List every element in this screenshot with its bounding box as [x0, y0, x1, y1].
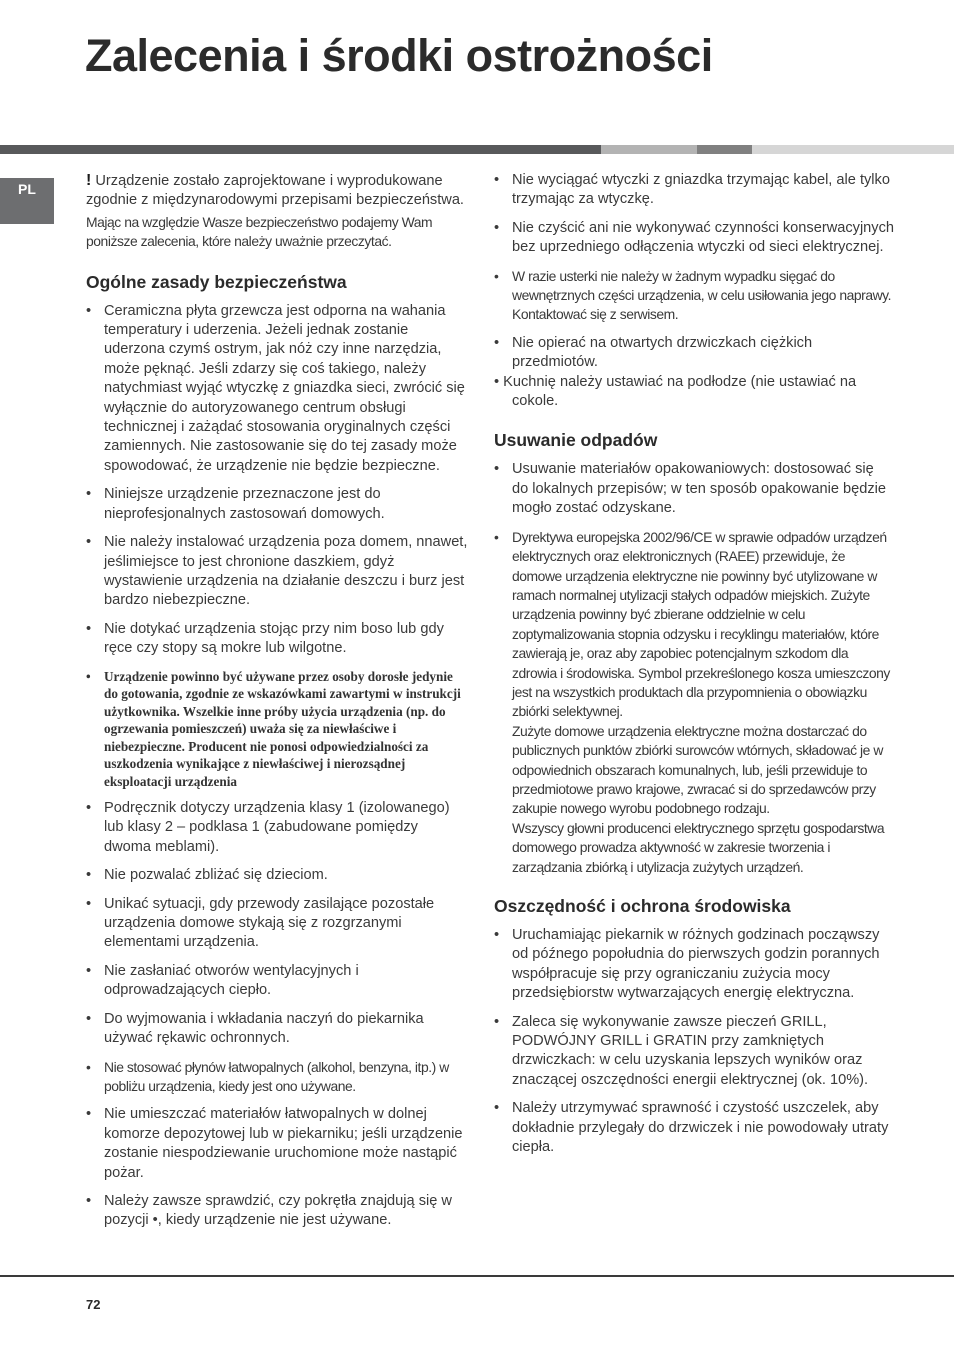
list-item: • Nie opierać na otwartych drzwiczkach ciężkich przedmiotów. [494, 334, 894, 373]
list-item: • Nie czyścić ani nie wykonywać czynności konserwacyjnych bez uprzedniego odłączenia wtyczki od sieci elektrycznej. [494, 219, 894, 258]
list-item: • Usuwanie materiałów opakowaniowych: dostosować się do lokalnych przepisów; w ten sposób opakowanie będzie mogło zostać odzyskane. [494, 460, 894, 518]
language-tab: PL [0, 178, 54, 224]
list-item: • Zaleca się wykonywanie zawsze pieczeń GRILL, PODWÓJNY GRILL i GRATIN przy zamkniętych drzwiczkach: w celu uzyskania lepszych wyników oraz znaczącej oszczędności energii elektrycznej (ok. 10%). [494, 1013, 894, 1091]
intro-paragraph [86, 171, 468, 252]
list-item: • W razie usterki nie należy w żadnym wypadku sięgać do wewnętrznych części urządzenia, w celu usiłowania jego naprawy. Kontaktować się z serwisem. [494, 267, 894, 325]
list-item: • Do wyjmowania i wkładania naczyń do piekarnika używać rękawic ochronnych. [86, 1010, 468, 1049]
list-item: • Nie dotykać urządzenia stojąc przy nim boso lub gdy ręce czy stopy są mokre lub wilgotne. [86, 620, 468, 659]
safety-list-continued [494, 171, 894, 411]
list-item: • Nie stosować płynów łatwopalnych (alkohol, benzyna, itp.) w pobliżu urządzenia, kiedy jest ono używane. [86, 1058, 468, 1097]
safety-list [86, 302, 468, 1231]
safety-heading: Ogólne zasady bezpieczeństwa [86, 271, 347, 292]
page-title: Zalecenia i środki ostrożności [85, 30, 713, 81]
list-item: • Należy utrzymywać sprawność i czystość uszczelek, aby dokładnie przylegały do drzwiczek i nie powodowały utraty ciepła. [494, 1099, 894, 1157]
list-item: • Urządzenie powinno być używane przez osoby dorosłe jedynie do gotowania, zgodnie ze wskazówkami zawartymi w instrukcji użytkownika. Wszelkie inne próby użycia urządzenia (np. do ogrzewania pomieszczeń) uważa się za niewłaściwe i niebezpieczne. Producent nie ponosi odpowiedzialności za uszkodzenia wynikające z niewłaściwej i nierozsądnej eksploatacji urządzenia [86, 668, 468, 791]
warning-mark: ! [86, 172, 92, 189]
list-item: • Należy zawsze sprawdzić, czy pokrętła znajdują się w pozycji •, kiedy urządzenie nie jest używane. [86, 1192, 468, 1231]
footer-rule [0, 1275, 954, 1277]
eco-list [494, 926, 894, 1157]
list-item [494, 528, 894, 877]
left-column [86, 171, 468, 1240]
eco-heading: Oszczędność i ochrona środowiska [494, 896, 791, 916]
waste-list [494, 460, 894, 877]
waste-heading: Usuwanie odpadów [494, 430, 658, 451]
list-item: • Nie należy instalować urządzenia poza domem, nnawet, jeślimiejsce to jest chronione daszkiem, gdyż wystawienie urządzenia na działanie deszczu i burz jest bardzo niebezpieczne. [86, 533, 468, 611]
header-stripe-dark [0, 145, 601, 154]
header-stripe-pale [752, 145, 954, 154]
list-item: • Unikać sytuacji, gdy przewody zasilające pozostałe urządzenia domowe stykają się z rozgrzanymi elementami urządzenia. [86, 895, 468, 953]
list-item: • Ceramiczna płyta grzewcza jest odporna na wahania temperatury i uderzenia. Jeżeli jednak zostanie uderzona czymś ostrym, jak nóż czy inne narzędzia, może pęknąć. Jeśli zdarzy się coś takiego, należy natychmiast wyjąć wtyczkę z gniazdka sieci, zwrócić się wyłącznie do autoryzowanego centrum obsługi technicznej i zażądać stosowania oryginalnych części zamiennych. Nie zastosowanie się do tej zasady może spowodować, że urządzenie nie będzie bezpieczne. [86, 302, 468, 477]
intro-text-secondary: Mając na względzie Wasze bezpieczeństwo podajemy Wam poniższe zalecenia, które należy uważnie przeczytać. [86, 213, 433, 250]
list-item: • Nie umieszczać materiałów łatwopalnych w dolnej komorze depozytowej lub w piekarniku; jeśli urządzenie zostanie niespodziewanie uruchomione może nastąpić pożar. [86, 1105, 468, 1183]
header-stripe-light [601, 145, 697, 154]
list-item: • Nie pozwalać zbliżać się dzieciom. [86, 866, 468, 885]
list-item: • Nie wyciągać wtyczki z gniazdka trzymając kabel, ale tylko trzymając za wtyczkę. [494, 171, 894, 210]
list-item: • Nie zasłaniać otworów wentylacyjnych i odprowadzających ciepło. [86, 962, 468, 1001]
list-item: • Niniejsze urządzenie przeznaczone jest do nieprofesjonalnych zastosowań domowych. [86, 485, 468, 524]
waste-directive-text-2: Zużyte domowe urządzenia elektryczne można dostarczać do publicznych punktów zbiórki surowców wtórnych, składować je w odpowiednich obszarach komunalnych, lub, jeśli przewiduje to przedmiotowe prawo krajowe, zwracać si do sprzedawców przy zakupie nowego wyrobu podobnego rodzaju. [512, 722, 883, 817]
page-number: 72 [86, 1297, 101, 1312]
list-item: • Kuchnię należy ustawiać na podłodze (nie ustawiać na cokole. [494, 373, 857, 410]
waste-directive-text: • Dyrektywa europejska 2002/96/CE w sprawie odpadów urządzeń elektrycznych oraz elektronicznych (RAEE) przewiduje, że domowe urządzenia elektryczne nie powinny być utylizowane w ramach normalnej utylizacji stałych odpadów miejskich. Zużyte urządzenia powinny być zbierane oddzielnie w celu zoptymalizowania stopnia odzysku i recyklingu materiałów, które zawierają je, oraz aby zapobiec potencjalnym szkodom dla zdrowia i środowiska. Symbol przekreślonego kosza umieszczony jest na wszystkich produktach dla przypomnienia o obowiązku zbiórki selektywnej. [512, 528, 890, 720]
waste-directive-text-3: Wszyscy głowni producenci elektrycznego sprzętu gospodarstwa domowego prowadza aktywność w zakresie tworzenia i zarządzania zbiórką i utylizacja zużytych urządzeń. [512, 819, 885, 875]
right-column [494, 171, 894, 1166]
intro-text: Urządzenie zostało zaprojektowane i wyprodukowane zgodnie z międzynarodowymi przepisami bezpieczeństwa. [86, 173, 464, 209]
list-item: • Podręcznik dotyczy urządzenia klasy 1 (izolowanego) lub klasy 2 – podklasa 1 (zabudowane pomiędzy dwoma meblami). [86, 799, 468, 857]
list-item: • Uruchamiając piekarnik w różnych godzinach począwszy od późnego popołudnia do pierwszych godzin porannych współpracuje się przy ograniczaniu zużycia mocy przedsiębiorstw wytwarzających energię elektryczna. [494, 926, 894, 1004]
header-stripe-mid [697, 145, 752, 154]
